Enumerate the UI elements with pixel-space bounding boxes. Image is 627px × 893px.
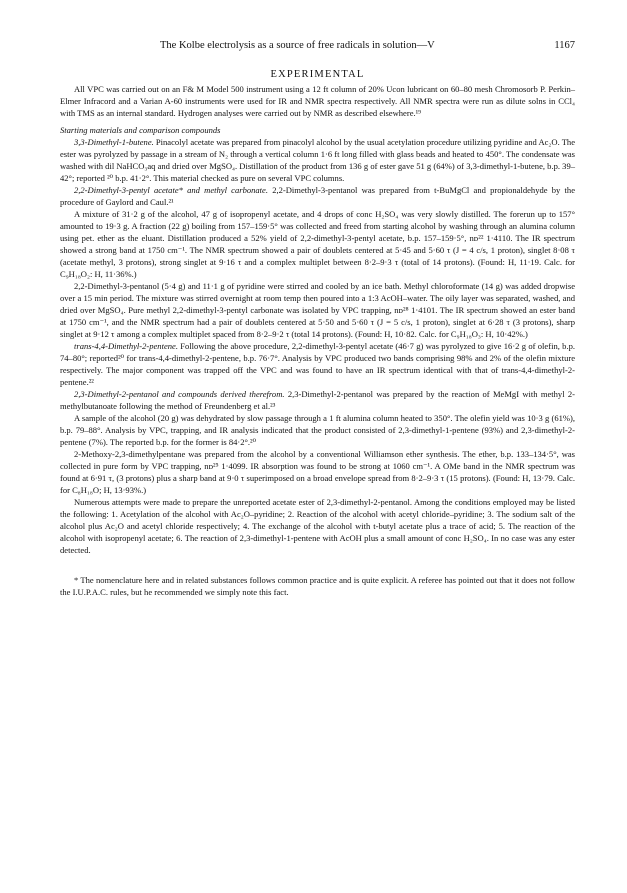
footnote-text: * The nomenclature here and in related substances follows common practice and is quite explicit. A referee has pointed out that it does not follow the I.U.P.A.C. rules, but he recommended we simply note this fact. [60,575,575,597]
compound-name: trans-4,4-Dimethyl-2-pentene. [74,341,178,351]
section-title: EXPERIMENTAL [270,69,365,80]
paragraph-text: 2,2-Dimethyl-3-pentanol was prepared from t-BuMgCl and propionaldehyde by the procedure of Gaylord and Caul.²¹ [60,185,575,207]
paragraph-trans [60,340,575,388]
paragraph-derived [60,388,575,412]
paragraph-acetate [60,184,575,208]
running-header [60,40,575,56]
paragraph-text: Pinacolyl acetate was prepared from pinacolyl alcohol by the usual acetylation procedure utilizing pyridine and Ac₂O. The ester was pyrolyzed by passage in a stream of N₂ through a vertical column 1·6 ft long filled with glass beads and heated to 450°. The condensate was washed with dil NaHCO₃aq and dried over MgSO₄. Distillation of the product from 136 g of ester gave 51 g (64%) of 3,3-dimethyl-1-butene, b.p. 39–42°; reported ²⁰ b.p. 41·2°. This material checked as pure on several VPC columns. [60,137,575,183]
subsection-heading: Starting materials and comparison compounds [60,125,221,135]
intro-paragraph: All VPC was carried out on an F& M Model 500 instrument using a 12 ft column of 20% Ucon lubricant on 60–80 mesh Chromosorb P. Perkin–Elmer Infracord and a Varian A-60 instruments were used for IR and NMR spectra respectively. All NMR spectra were run as dilute solns in CCl₄ with TMS as an internal standard. Hydrogen analyses were carried out by NMR as described elsewhere.¹⁹ [60,84,575,118]
paragraph-mixture: A mixture of 31·2 g of the alcohol, 47 g of isopropenyl acetate, and 4 drops of conc H₂SO₄ was very slowly distilled. The forerun up to 157° amounted to 19·3 g. A fraction (22 g) boiling from 157–159·5° was collected and freed from starting alcohol by washing through an alumina column using pet. ether as the eluant. Distillation produced a 52% yield of 2,2-dimethyl-3-pentyl acetate, b.p. 157–159·5°, nᴅ²² 1·4110. The IR spectrum showed a strong band at 1750 cm⁻¹. The NMR spectrum showed a pair of doublets centered at 5·45 and 5·60 τ (J = 4 c/s, 1 proton), singlet 8·08 τ (acetate methyl, 3 protons), strong singlet at 9·16 τ and a complex multiplet between 8·2–9·3 τ (total of 14 protons). (Found: H, 11·19. Calc. for C₉H₁₈O₂: H, 11·36%.) [60,209,575,279]
running-title: The Kolbe electrolysis as a source of free radicals in solution—V [160,40,435,51]
compound-name: 2,2-Dimethyl-3-pentyl acetate* and methyl carbonate. [74,185,268,195]
paragraph-sample: A sample of the alcohol (20 g) was dehydrated by slow passage through a 1 ft alumina column heated to 350°. The olefin yield was 10·3 g (61%), b.p. 79–88°. Analysis by VPC, trapping, and IR analysis indicated that the product consisted of 2,3-dimethyl-1-pentene (93%) and 2,3-dimethyl-2-pentene (7%). The reported b.p. for the former is 84·2°.²⁰ [60,413,575,447]
paragraph-methoxy: 2-Methoxy-2,3-dimethylpentane was prepared from the alcohol by a conventional Williamson ether synthesis. The ether, b.p. 133–134·5°, was collected in pure form by VPC trapping, nᴅ²⁵ 1·4099. IR absorption was found to be strong at 1060 cm⁻¹. A OMe band in the NMR spectrum was found at 6·91 τ, (3 protons) plus a sharp band at 9·0 τ superimposed on a broad envelope spread from 8·2–9·3 τ (15 protons). (Found: H, 13·79. Calc. for C₈H₁₈O; H, 13·93%.) [60,449,575,495]
paragraph-butene [60,136,575,184]
page-number: 1167 [554,40,575,51]
compound-name: 2,3-Dimethyl-2-pentanol and compounds derived therefrom. [74,389,285,399]
paragraph-text: Following the above procedure, 2,2-dimethyl-3-pentyl acetate (46·7 g) was pyrolyzed to give 16·2 g of olefin, b.p. 74–80°; reported²⁰ for trans-4,4-dimethyl-2-pentene, b.p. 76·7°. Analysis by VPC produced two bands comprising 98% and 2% of the olefin mixture respectively. The major component was trapped off the VPC and was found to have an IR spectrum identical with that of trans-4,4-dimethyl-2-pentene.²² [60,341,575,387]
compound-name: 3,3-Dimethyl-1-butene. [74,137,154,147]
journal-page [60,40,575,598]
paragraph-text: 2,3-Dimethyl-2-pentanol was prepared by the reaction of MeMgI with methyl 2-methylbutanoate following the method of Freundenberg et al.²³ [60,389,576,411]
paragraph-attempts: Numerous attempts were made to prepare the unreported acetate ester of 2,3-dimethyl-2-pentanol. Among the conditions employed may be listed the following: 1. Acetylation of the alcohol with Ac₂O–pyridine; 2. Reaction of the alcohol with acetyl chloride–pyridine; 3. The sodium salt of the alcohol plus Ac₂O and acetyl chloride respectively; 4. The exchange of the alcohol with t-butyl acetate plus a trace of acid; 5. The reaction of the alcohol with isopropenyl acetate; 6. The reaction of 2,3-dimethyl-1-pentene with AcOH plus a small amount of conc H₂SO₄. In no case was any ester detected. [60,497,575,555]
paragraph-pentanol: 2,2-Dimethyl-3-pentanol (5·4 g) and 11·1 g of pyridine were stirred and cooled by an ice bath. Methyl chloroformate (14 g) was added dropwise over a 15 min period. The mixture was stirred overnight at room temp then poured into a 1:3 AcOH–water. The oily layer was separated, washed, and dried over MgSO₄. Pure methyl 2,2-dimethyl-3-pentyl carbonate was isolated by VPC trapping, nᴅ²⁸ 1·4101. The IR spectrum showed an ester band at 1750 cm⁻¹, and the NMR spectrum had a pair of doublets centered at 5·50 and 5·60 τ (J = 5 c/s, 1 proton), singlet at 6·28 τ (3 protons), sharp singlet at 9·12 τ among a complex multiplet spaced from 8·2–9·2 τ (total 14 protons). (Found: H, 10·82. Calc. for C₉H₁₈O₃: H, 10·42%.) [60,281,575,339]
footnote [60,574,575,598]
